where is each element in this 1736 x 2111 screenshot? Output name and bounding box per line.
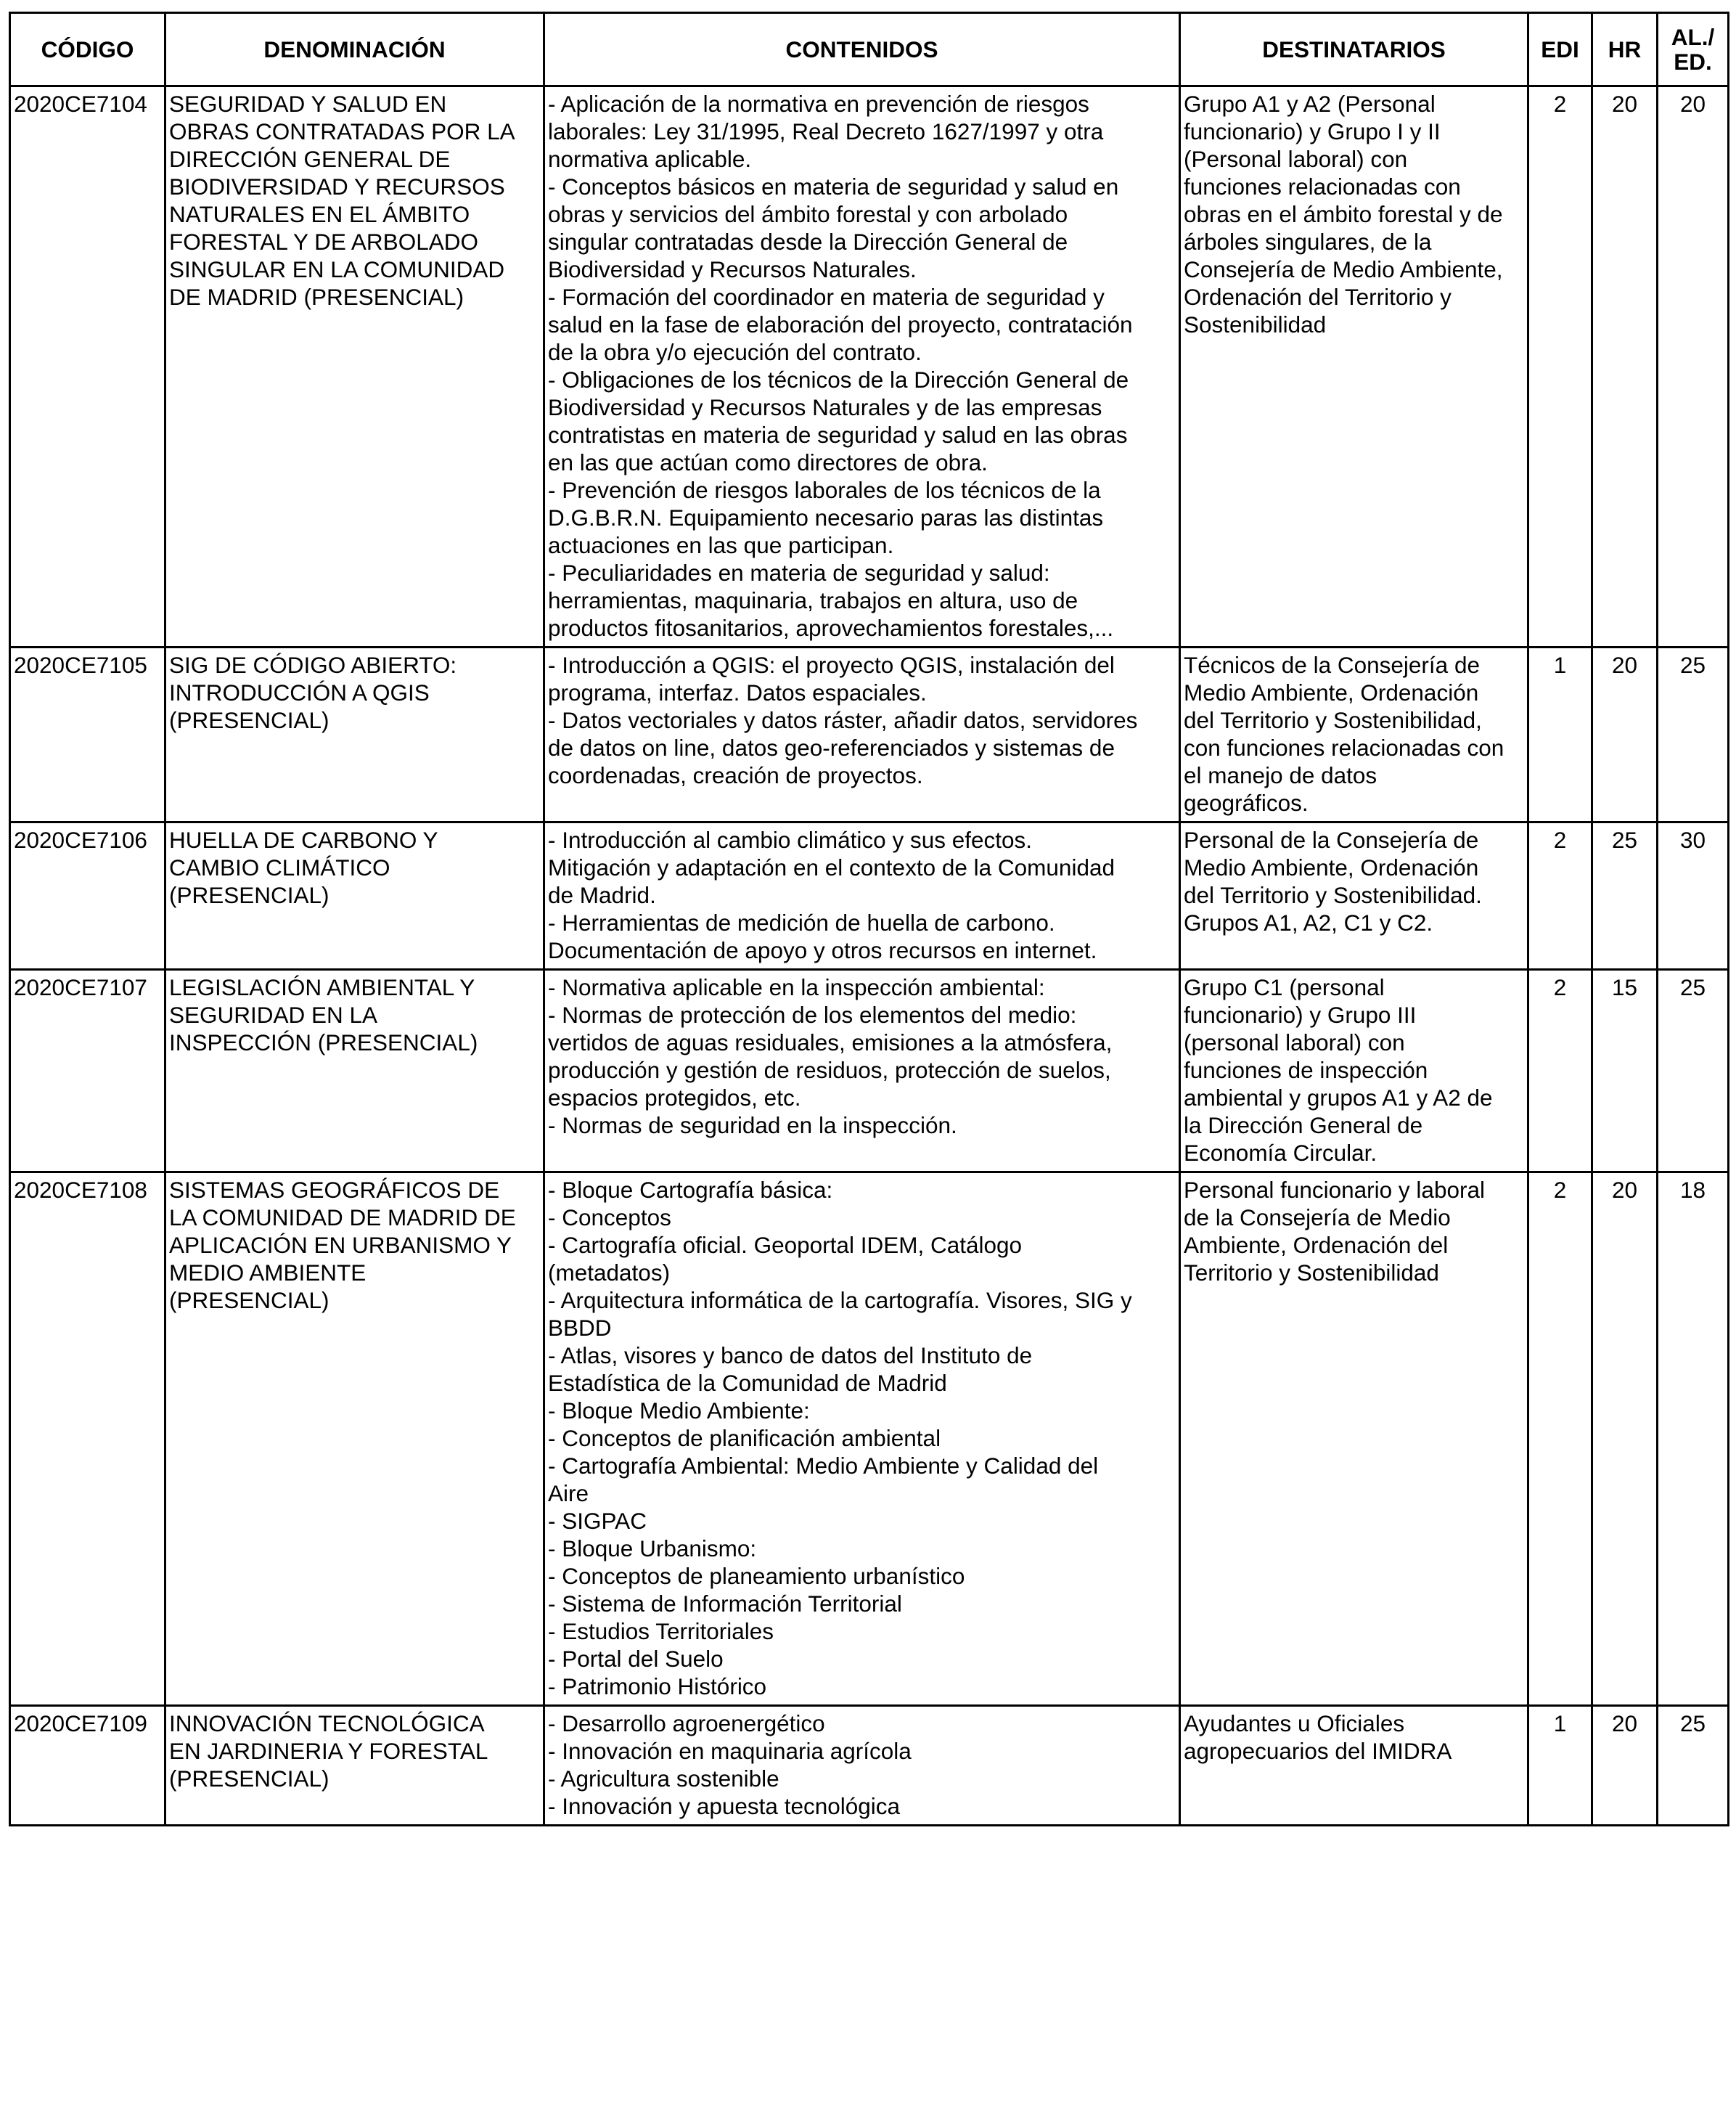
cell-contenidos-line: contratistas en materia de seguridad y salud en las obras: [548, 422, 1128, 448]
cell-denominacion-line: (PRESENCIAL): [169, 707, 329, 733]
cell-destinatarios-line: árboles singulares, de la: [1184, 229, 1432, 255]
cell-destinatarios: [1180, 822, 1528, 970]
cell-denominacion-line: APLICACIÓN EN URBANISMO Y: [169, 1232, 512, 1258]
cell-contenidos: [544, 1706, 1180, 1826]
cell-edi: 1: [1528, 1706, 1592, 1826]
cell-contenidos-line: vertidos de aguas residuales, emisiones a la atmósfera,: [548, 1029, 1113, 1056]
cell-destinatarios-line: ambiental y grupos A1 y A2 de: [1184, 1085, 1493, 1111]
cell-contenidos-line: de datos on line, datos geo-referenciados y sistemas de: [548, 735, 1115, 761]
cell-destinatarios-line: obras en el ámbito forestal y de: [1184, 201, 1503, 227]
table-row: [10, 822, 1729, 970]
cell-contenidos-line: de la obra y/o ejecución del contrato.: [548, 339, 922, 365]
cell-denominacion-line: INNOVACIÓN TECNOLÓGICA: [169, 1710, 485, 1736]
cell-contenidos-line: - Conceptos de planeamiento urbanístico: [548, 1563, 965, 1589]
cell-contenidos-line: - Estudios Territoriales: [548, 1618, 774, 1644]
cell-denominacion: [165, 822, 544, 970]
cell-al-ed: 25: [1658, 970, 1729, 1172]
cell-denominacion-line: INSPECCIÓN (PRESENCIAL): [169, 1029, 478, 1056]
cell-contenidos-line: - Datos vectoriales y datos ráster, añadir datos, servidores: [548, 707, 1138, 733]
cell-destinatarios: [1180, 1706, 1528, 1826]
cell-hr: 20: [1592, 1172, 1658, 1706]
cell-contenidos-line: herramientas, maquinaria, trabajos en altura, uso de: [548, 587, 1078, 613]
cell-destinatarios-line: de la Consejería de Medio: [1184, 1204, 1451, 1230]
cell-destinatarios-line: Personal de la Consejería de: [1184, 827, 1479, 853]
cell-contenidos-line: D.G.B.R.N. Equipamiento necesario paras las distintas: [548, 505, 1104, 531]
cell-contenidos-line: - Introducción al cambio climático y sus efectos.: [548, 827, 1033, 853]
header-contenidos: CONTENIDOS: [544, 13, 1180, 86]
cell-denominacion-line: LEGISLACIÓN AMBIENTAL Y: [169, 974, 475, 1000]
table-header: [10, 13, 1729, 86]
cell-contenidos-line: Aire: [548, 1480, 589, 1506]
cell-edi: 1: [1528, 648, 1592, 822]
cell-denominacion-line: LA COMUNIDAD DE MADRID DE: [169, 1204, 516, 1230]
cell-destinatarios-line: Ayudantes u Oficiales: [1184, 1710, 1405, 1736]
cell-denominacion-line: FORESTAL Y DE ARBOLADO: [169, 229, 478, 255]
cell-denominacion: [165, 1706, 544, 1826]
cell-contenidos-line: - Prevención de riesgos laborales de los técnicos de la: [548, 477, 1101, 503]
cell-destinatarios-line: Personal funcionario y laboral: [1184, 1177, 1485, 1203]
cell-denominacion-line: OBRAS CONTRATADAS POR LA: [169, 118, 515, 144]
cell-hr: 15: [1592, 970, 1658, 1172]
cell-denominacion-line: SINGULAR EN LA COMUNIDAD: [169, 256, 505, 282]
cell-contenidos-line: Documentación de apoyo y otros recursos en internet.: [548, 937, 1097, 963]
cell-contenidos-line: - Bloque Urbanismo:: [548, 1535, 757, 1561]
cell-contenidos-line: - Normativa aplicable en la inspección ambiental:: [548, 974, 1045, 1000]
header-edi: EDI: [1528, 13, 1592, 86]
cell-destinatarios: [1180, 648, 1528, 822]
cell-contenidos-line: - Sistema de Información Territorial: [548, 1591, 902, 1617]
header-hr: HR: [1592, 13, 1658, 86]
cell-destinatarios-line: Economía Circular.: [1184, 1140, 1377, 1166]
cell-contenidos-line: programa, interfaz. Datos espaciales.: [548, 679, 927, 706]
cell-contenidos-line: - Conceptos: [548, 1204, 671, 1230]
cell-denominacion-line: DIRECCIÓN GENERAL DE: [169, 146, 451, 172]
cell-contenidos-line: coordenadas, creación de proyectos.: [548, 762, 923, 788]
cell-contenidos-line: obras y servicios del ámbito forestal y con arbolado: [548, 201, 1068, 227]
cell-contenidos-line: BBDD: [548, 1315, 612, 1341]
cell-destinatarios-line: Técnicos de la Consejería de: [1184, 652, 1480, 678]
cell-destinatarios-line: la Dirección General de: [1184, 1112, 1423, 1138]
cell-codigo: 2020CE7104: [10, 86, 165, 648]
cell-contenidos-line: - Formación del coordinador en materia de seguridad y: [548, 284, 1105, 310]
cell-codigo: 2020CE7105: [10, 648, 165, 822]
table-row: [10, 1706, 1729, 1826]
cell-denominacion-line: INTRODUCCIÓN A QGIS: [169, 679, 430, 706]
cell-contenidos-line: - Herramientas de medición de huella de carbono.: [548, 910, 1055, 936]
cell-contenidos-line: - Agricultura sostenible: [548, 1765, 779, 1792]
cell-contenidos-line: (metadatos): [548, 1259, 671, 1286]
cell-denominacion-line: SEGURIDAD EN LA: [169, 1002, 378, 1028]
cell-contenidos: [544, 648, 1180, 822]
cell-contenidos-line: singular contratadas desde la Dirección General de: [548, 229, 1068, 255]
cell-edi: 2: [1528, 970, 1592, 1172]
cell-destinatarios-line: funcionario) y Grupo III: [1184, 1002, 1417, 1028]
cell-edi: 2: [1528, 86, 1592, 648]
cell-destinatarios-line: funcionario) y Grupo I y II: [1184, 118, 1441, 144]
table-row: [10, 86, 1729, 648]
cell-hr: 20: [1592, 1706, 1658, 1826]
header-al-ed-line-1: AL./: [1671, 24, 1715, 50]
cell-al-ed: 30: [1658, 822, 1729, 970]
cell-contenidos-line: actuaciones en las que participan.: [548, 532, 894, 558]
cell-destinatarios-line: del Territorio y Sostenibilidad,: [1184, 707, 1482, 733]
cell-contenidos-line: - Bloque Medio Ambiente:: [548, 1397, 810, 1424]
header-row: [10, 13, 1729, 86]
cell-destinatarios-line: del Territorio y Sostenibilidad.: [1184, 882, 1482, 908]
cell-contenidos-line: Mitigación y adaptación en el contexto de la Comunidad: [548, 854, 1115, 881]
cell-contenidos-line: espacios protegidos, etc.: [548, 1085, 801, 1111]
cell-denominacion-line: NATURALES EN EL ÁMBITO: [169, 201, 470, 227]
header-al-ed: [1658, 13, 1729, 86]
cell-contenidos-line: - Innovación en maquinaria agrícola: [548, 1738, 912, 1764]
cell-destinatarios-line: Grupo A1 y A2 (Personal: [1184, 91, 1436, 117]
cell-contenidos-line: laborales: Ley 31/1995, Real Decreto 1627/1997 y otra: [548, 118, 1104, 144]
cell-destinatarios-line: con funciones relacionadas con: [1184, 735, 1504, 761]
cell-codigo: 2020CE7107: [10, 970, 165, 1172]
header-denominacion: DENOMINACIÓN: [165, 13, 544, 86]
cell-al-ed: 25: [1658, 1706, 1729, 1826]
cell-contenidos-line: Biodiversidad y Recursos Naturales.: [548, 256, 917, 282]
cell-contenidos-line: - Arquitectura informática de la cartografía. Visores, SIG y: [548, 1287, 1132, 1313]
cell-denominacion-line: (PRESENCIAL): [169, 1765, 329, 1792]
header-destinatarios: DESTINATARIOS: [1180, 13, 1528, 86]
cell-hr: 25: [1592, 822, 1658, 970]
cell-destinatarios-line: agropecuarios del IMIDRA: [1184, 1738, 1452, 1764]
cell-destinatarios: [1180, 970, 1528, 1172]
table-row: [10, 1172, 1729, 1706]
cell-codigo: 2020CE7109: [10, 1706, 165, 1826]
cell-destinatarios-line: Medio Ambiente, Ordenación: [1184, 679, 1479, 706]
cell-denominacion-line: DE MADRID (PRESENCIAL): [169, 284, 464, 310]
cell-contenidos-line: - Cartografía oficial. Geoportal IDEM, Catálogo: [548, 1232, 1023, 1258]
cell-denominacion-line: SISTEMAS GEOGRÁFICOS DE: [169, 1177, 500, 1203]
cell-contenidos-line: - Conceptos de planificación ambiental: [548, 1425, 941, 1451]
cell-destinatarios-line: funciones de inspección: [1184, 1057, 1428, 1083]
cell-destinatarios-line: Territorio y Sostenibilidad: [1184, 1259, 1439, 1286]
cell-destinatarios: [1180, 1172, 1528, 1706]
cell-denominacion-line: (PRESENCIAL): [169, 1287, 329, 1313]
cell-contenidos-line: de Madrid.: [548, 882, 656, 908]
cell-hr: 20: [1592, 648, 1658, 822]
table-body: [10, 86, 1729, 1826]
cell-al-ed: 18: [1658, 1172, 1729, 1706]
cell-denominacion: [165, 1172, 544, 1706]
cell-contenidos-line: - Normas de protección de los elementos del medio:: [548, 1002, 1077, 1028]
cell-contenidos-line: normativa aplicable.: [548, 146, 752, 172]
cell-destinatarios-line: Grupo C1 (personal: [1184, 974, 1385, 1000]
cell-contenidos: [544, 86, 1180, 648]
cell-hr: 20: [1592, 86, 1658, 648]
cell-destinatarios-line: Medio Ambiente, Ordenación: [1184, 854, 1479, 881]
cell-denominacion-line: (PRESENCIAL): [169, 882, 329, 908]
cell-contenidos-line: - Portal del Suelo: [548, 1646, 724, 1672]
cell-destinatarios: [1180, 86, 1528, 648]
cell-destinatarios-line: funciones relacionadas con: [1184, 173, 1461, 200]
cell-destinatarios-line: el manejo de datos: [1184, 762, 1377, 788]
cell-denominacion: [165, 970, 544, 1172]
table-row: [10, 648, 1729, 822]
cell-contenidos-line: - Patrimonio Histórico: [548, 1673, 767, 1699]
cell-contenidos: [544, 970, 1180, 1172]
cell-contenidos-line: Estadística de la Comunidad de Madrid: [548, 1370, 947, 1396]
cell-contenidos-line: - Innovación y apuesta tecnológica: [548, 1793, 901, 1819]
cell-contenidos-line: - SIGPAC: [548, 1508, 647, 1534]
cell-destinatarios-line: geográficos.: [1184, 790, 1309, 816]
cell-contenidos-line: - Desarrollo agroenergético: [548, 1710, 825, 1736]
cell-codigo: 2020CE7106: [10, 822, 165, 970]
cell-contenidos: [544, 822, 1180, 970]
cell-contenidos-line: - Normas de seguridad en la inspección.: [548, 1112, 957, 1138]
cell-contenidos-line: - Bloque Cartografía básica:: [548, 1177, 833, 1203]
cell-destinatarios-line: Consejería de Medio Ambiente,: [1184, 256, 1503, 282]
cell-contenidos-line: - Conceptos básicos en materia de seguridad y salud en: [548, 173, 1119, 200]
cell-denominacion-line: BIODIVERSIDAD Y RECURSOS: [169, 173, 505, 200]
table-row: [10, 970, 1729, 1172]
cell-contenidos-line: - Obligaciones de los técnicos de la Dirección General de: [548, 367, 1129, 393]
cell-contenidos-line: producción y gestión de residuos, protección de suelos,: [548, 1057, 1111, 1083]
cell-destinatarios-line: Ambiente, Ordenación del: [1184, 1232, 1449, 1258]
cell-contenidos-line: - Cartografía Ambiental: Medio Ambiente y Calidad del: [548, 1453, 1099, 1479]
cell-denominacion-line: SEGURIDAD Y SALUD EN: [169, 91, 447, 117]
cell-contenidos-line: salud en la fase de elaboración del proyecto, contratación: [548, 311, 1133, 338]
cell-edi: 2: [1528, 1172, 1592, 1706]
cell-denominacion: [165, 648, 544, 822]
cell-edi: 2: [1528, 822, 1592, 970]
cell-denominacion: [165, 86, 544, 648]
cell-contenidos: [544, 1172, 1180, 1706]
cell-contenidos-line: - Aplicación de la normativa en prevención de riesgos: [548, 91, 1089, 117]
cell-denominacion-line: EN JARDINERIA Y FORESTAL: [169, 1738, 488, 1764]
cell-al-ed: 25: [1658, 648, 1729, 822]
cell-contenidos-line: - Introducción a QGIS: el proyecto QGIS, instalación del: [548, 652, 1115, 678]
cell-al-ed: 20: [1658, 86, 1729, 648]
cell-destinatarios-line: Ordenación del Territorio y: [1184, 284, 1452, 310]
courses-table: [9, 12, 1729, 1826]
cell-codigo: 2020CE7108: [10, 1172, 165, 1706]
cell-destinatarios-line: (Personal laboral) con: [1184, 146, 1408, 172]
cell-contenidos-line: - Peculiaridades en materia de seguridad y salud:: [548, 560, 1050, 586]
cell-destinatarios-line: Sostenibilidad: [1184, 311, 1327, 338]
cell-denominacion-line: MEDIO AMBIENTE: [169, 1259, 367, 1286]
cell-denominacion-line: SIG DE CÓDIGO ABIERTO:: [169, 652, 457, 678]
cell-contenidos-line: - Atlas, visores y banco de datos del Instituto de: [548, 1342, 1033, 1368]
cell-contenidos-line: en las que actúan como directores de obra.: [548, 449, 988, 475]
header-al-ed-line-2: ED.: [1674, 49, 1712, 75]
cell-contenidos-line: productos fitosanitarios, aprovechamientos forestales,...: [548, 615, 1114, 641]
cell-destinatarios-line: Grupos A1, A2, C1 y C2.: [1184, 910, 1433, 936]
cell-denominacion-line: HUELLA DE CARBONO Y: [169, 827, 438, 853]
cell-denominacion-line: CAMBIO CLIMÁTICO: [169, 854, 390, 881]
cell-contenidos-line: Biodiversidad y Recursos Naturales y de las empresas: [548, 394, 1102, 420]
header-codigo: CÓDIGO: [10, 13, 165, 86]
cell-destinatarios-line: (personal laboral) con: [1184, 1029, 1405, 1056]
